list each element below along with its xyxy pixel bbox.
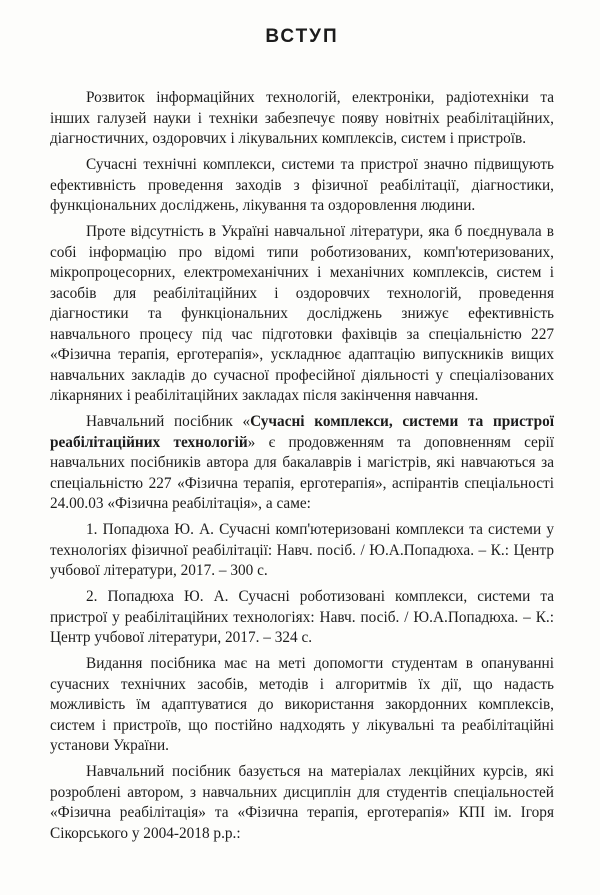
purpose-paragraph: Видання посібника має на меті допомогти студентам в опануванні сучасних технічних засобів, методів і алгоритмів їх дії, що надасть можливість їм адаптуватися до використання закордонних комплексів, систем і пристроїв, що постійно надходять у лікувальні та реабілітаційні установи України. [50, 655, 554, 754]
reference-item-2: 2. Попадюха Ю. А. Сучасні роботизовані комплекси, системи та пристрої у реабілітаційних технологіях: Навч. посіб. / Ю.А.Попадюха. – К.: Центр учбової літератури, 2017. – 324 с. [50, 588, 554, 646]
intro-paragraph-3: Проте відсутність в Україні навчальної літератури, яка б поєднувала в собі інформацію про відомі типи роботизованих, комп'ютеризованих, мікропроцесорних, електромеханічних і механічних комплексів, систем і засобів для реабілітаційних і оздоровчих технологій, проведення діагностики та функціональних досліджень знижує ефективність навчального процесу під час підготовки фахівців за спеціальністю 227 «Фізична терапія, ерготерапія», ускладнює адаптацію випускників вищих навчальних закладів до сучасної професійної діяльності у спеціалізованих лікарняних і реабілітаційних закладах після закінчення навчання. [50, 223, 554, 404]
intro-paragraph-2: Сучасні технічні комплекси, системи та пристрої значно підвищують ефективність проведення заходів з фізичної реабілітації, діагностики, функціональних досліджень, лікування та оздоровлення людини. [50, 156, 554, 214]
reference-item-1: 1. Попадюха Ю. А. Сучасні комп'ютеризовані комплекси та системи у технологіях фізичної реабілітації: Навч. посіб. / Ю.А.Попадюха. – К.: Центр учбової літератури, 2017. – 300 с. [50, 521, 554, 579]
basis-paragraph: Навчальний посібник базується на матеріалах лекційних курсів, які розроблені автором, з навчальних дисциплін для студентів спеціальностей «Фізична реабілітація» та «Фізична терапія, ерготерапія» КПІ ім. Ігоря Сікорського у 2004-2018 р.р.: [50, 763, 554, 842]
intro-paragraph-1: Розвиток інформаційних технологій, електроніки, радіотехніки та інших галузей науки і техніки забезпечує появу новітніх реабілітаційних, діагностичних, оздоровчих і лікувальних комплексів, систем і пристроїв. [50, 89, 554, 147]
manual-paragraph-prefix: Навчальний посібник « [86, 413, 251, 430]
page-title: ВСТУП [265, 26, 339, 47]
manual-bold-title: Сучасні комплекси, системи та пристрої реабілітаційних технологій [50, 413, 554, 451]
manual-description-paragraph [50, 412, 554, 515]
manual-paragraph-suffix: » є продовженням та доповненням серії навчальних посібників автора для бакалаврів і магістрів, які навчаються за спеціальністю 227 «Фізична терапія, ерготерапія», аспірантів спеціальності 24.00.03 «Фізична реабілітація», а саме: [50, 433, 555, 512]
